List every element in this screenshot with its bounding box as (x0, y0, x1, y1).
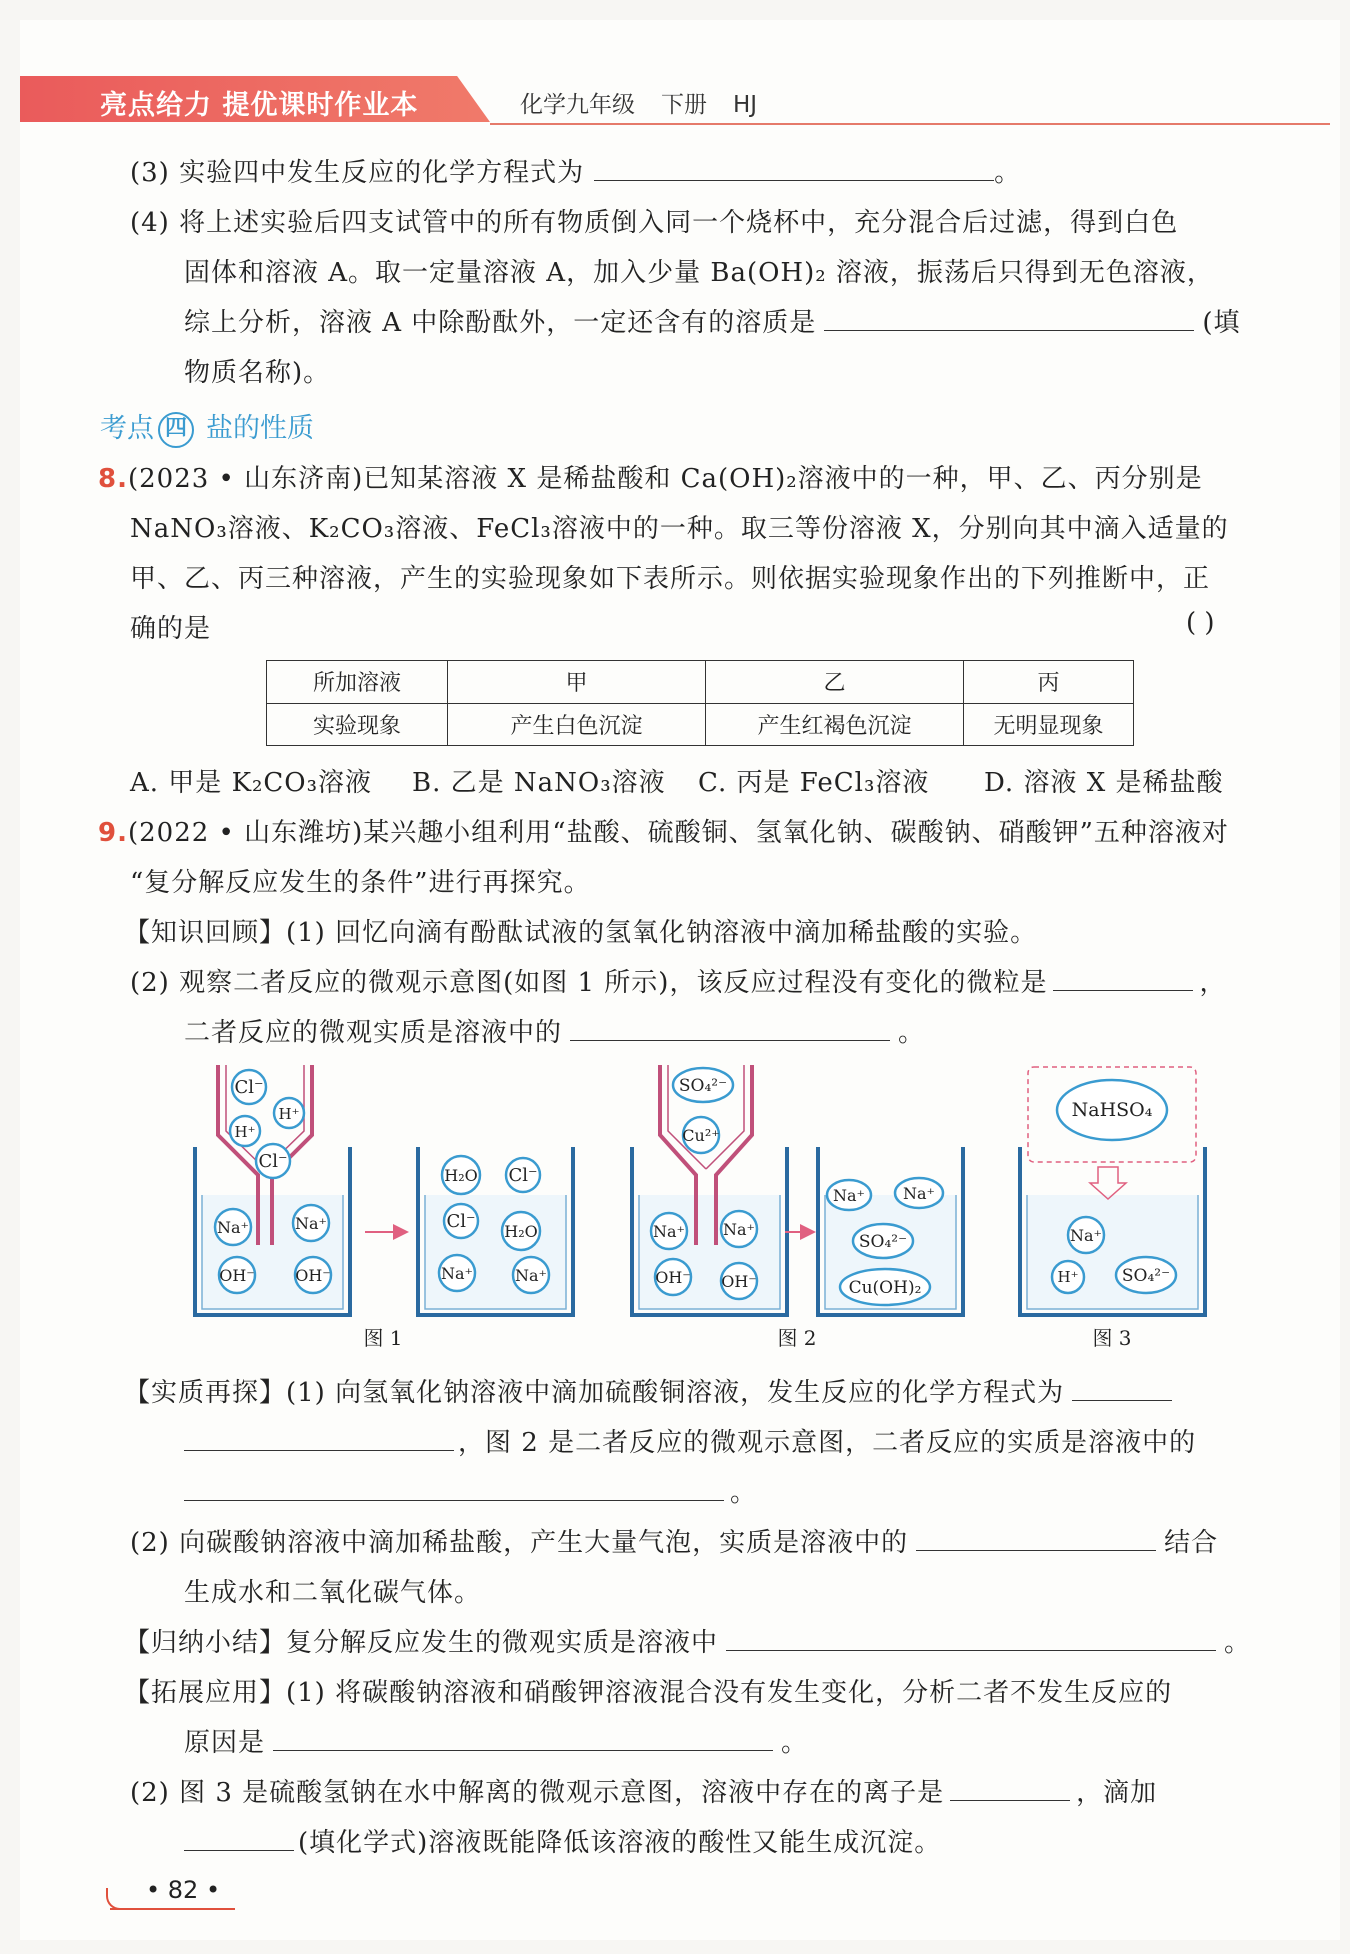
ion-label: H₂O (504, 1222, 538, 1241)
figures (0, 1055, 1350, 1355)
q9-review2a-end: ， (1199, 968, 1227, 998)
ion-label: Na⁺ (653, 1222, 685, 1241)
q7-p4-line3 (184, 302, 1240, 339)
answer-blank[interactable] (184, 1428, 454, 1451)
q7-p4-line3-end: (填 (1202, 308, 1241, 338)
q9-review2b-text: 二者反应的微观实质是溶液中的 (184, 1018, 563, 1048)
section-heading (100, 406, 314, 448)
q9-apply2a (130, 1772, 1157, 1809)
ion-label: Cu²⁺ (682, 1126, 720, 1145)
q7-p4-line4: 物质名称)。 (184, 358, 331, 388)
q7-p3-text: (3) 实验四中发生反应的化学方程式为 (130, 158, 585, 188)
answer-blank[interactable] (594, 158, 994, 181)
q9-apply1a: 【拓展应用】(1) 将碳酸钠溶液和硝酸钾溶液混合没有发生变化，分析二者不发生反应的 (124, 1678, 1173, 1708)
q9-review2a (130, 962, 1226, 999)
table-cell: 甲 (448, 661, 706, 704)
header-subject (520, 86, 783, 119)
answer-blank[interactable] (273, 1728, 773, 1751)
q9-apply2b-text: (填化学式)溶液既能降低该溶液的酸性又能生成沉淀。 (298, 1828, 942, 1858)
answer-blank[interactable] (1053, 968, 1193, 991)
observation-table (266, 660, 1134, 746)
ion-label: Na⁺ (723, 1220, 755, 1239)
q9-explore1a-text: 【实质再探】(1) 向氢氧化钠溶液中滴加硫酸铜溶液，发生反应的化学方程式为 (124, 1378, 1065, 1408)
q8-line1 (98, 458, 1203, 495)
answer-blank[interactable] (570, 1018, 890, 1041)
ion-label: Cu(OH)₂ (848, 1278, 922, 1298)
ion-label: OH⁻ (655, 1268, 691, 1287)
q9-explore1b (184, 1422, 1196, 1459)
q9-apply2a-text: (2) 图 3 是硫酸氢钠在水中解离的微观示意图，溶液中存在的离子是 (130, 1778, 945, 1808)
q9-apply1b-end: 。 (781, 1728, 809, 1758)
answer-blank[interactable] (916, 1528, 1156, 1551)
footer-rule (110, 1908, 235, 1910)
answer-blank[interactable] (824, 308, 1194, 331)
q9-review2a-text: (2) 观察二者反应的微观示意图(如图 1 所示)，该反应过程没有变化的微粒是 (130, 968, 1048, 998)
q8-line1-text: (2023 • 山东济南)已知某溶液 X 是稀盐酸和 Ca(OH)₂溶液中的一种，甲、乙、丙分别是 (127, 464, 1203, 494)
header-rule (490, 123, 1330, 125)
ion-label: Cl⁻ (234, 1077, 264, 1098)
ion-label: H⁺ (278, 1105, 300, 1123)
q9-apply1b-text: 原因是 (184, 1728, 266, 1758)
q9-explore2a-text: (2) 向碳酸钠溶液中滴加稀盐酸，产生大量气泡，实质是溶液中的 (130, 1528, 909, 1558)
q7-p4-line3-text: 综上分析，溶液 A 中除酚酞外，一定还含有的溶质是 (184, 308, 817, 338)
subject-grade: 化学九年级 (520, 92, 635, 118)
q8-option-a: A. 甲是 K₂CO₃溶液 (130, 768, 373, 798)
q8-number: 8. (98, 464, 128, 494)
answer-blank[interactable] (1072, 1378, 1172, 1401)
q8-line4: 确的是 (130, 614, 212, 644)
ion-label: H₂O (444, 1166, 478, 1185)
q9-explore1c (184, 1472, 757, 1509)
section-title: 盐的性质 (206, 413, 314, 444)
q9-review1: 【知识回顾】(1) 回忆向滴有酚酞试液的氢氧化钠溶液中滴加稀盐酸的实验。 (124, 918, 1038, 948)
q9-explore2a-end: 结合 (1164, 1528, 1219, 1558)
table-row (267, 703, 1134, 746)
table-cell: 丙 (964, 661, 1134, 704)
ion-label: Na⁺ (1070, 1226, 1102, 1245)
figure-caption: 图 3 (1092, 1326, 1132, 1350)
ion-label: Na⁺ (903, 1184, 935, 1203)
q9-line1 (98, 812, 1229, 849)
ion-label: H⁺ (1057, 1268, 1079, 1286)
header-brand: 亮点给力 提优课时作业本 (100, 90, 419, 121)
ion-label: Na⁺ (833, 1186, 865, 1205)
q8-option-c: C. 丙是 FeCl₃溶液 (698, 768, 930, 798)
q9-explore2b: 生成水和二氧化碳气体。 (184, 1578, 482, 1608)
q9-explore1a (124, 1372, 1172, 1409)
q7-p3-end: 。 (994, 158, 1022, 188)
q7-p4-line1: (4) 将上述实验后四支试管中的所有物质倒入同一个烧杯中，充分混合后过滤，得到白色 (130, 208, 1179, 238)
q9-line1-text: (2022 • 山东潍坊)某兴趣小组利用“盐酸、硫酸铜、氢氧化钠、碳酸钠、硝酸钾”五种溶液对 (127, 818, 1229, 848)
table-cell: 实验现象 (267, 703, 448, 746)
q9-apply2a-end: ，滴加 (1076, 1778, 1158, 1808)
q8-option-d: D. 溶液 X 是稀盐酸 (984, 768, 1224, 798)
answer-blank[interactable] (184, 1828, 294, 1851)
ion-label: Na⁺ (515, 1266, 547, 1285)
ion-label: Na⁺ (441, 1264, 473, 1283)
answer-blank[interactable] (726, 1628, 1216, 1651)
ion-label: Na⁺ (217, 1218, 249, 1237)
q9-summary-end: 。 (1224, 1628, 1252, 1658)
table-cell: 所加溶液 (267, 661, 448, 704)
ion-label: H⁺ (234, 1123, 256, 1141)
table-row (267, 661, 1134, 704)
q8-line3: 甲、乙、丙三种溶液，产生的实验现象如下表所示。则依据实验现象作出的下列推断中，正 (130, 564, 1211, 594)
section-badge: 四 (158, 412, 194, 448)
ion-label: Cl⁻ (258, 1151, 288, 1172)
subject-edition: HJ (733, 92, 758, 118)
table-cell: 无明显现象 (964, 703, 1134, 746)
q7-p3 (130, 152, 1021, 189)
ion-label: SO₄²⁻ (678, 1076, 728, 1096)
ion-label: SO₄²⁻ (1121, 1266, 1171, 1286)
ion-label: Cl⁻ (446, 1211, 476, 1232)
q9-line2: “复分解反应发生的条件”进行再探究。 (130, 868, 591, 898)
q8-line2: NaNO₃溶液、K₂CO₃溶液、FeCl₃溶液中的一种。取三等份溶液 X，分别向其中滴入适量的 (130, 514, 1229, 544)
q9-explore2a (130, 1522, 1218, 1559)
q9-number: 9. (98, 818, 128, 848)
ion-label: OH⁻ (721, 1272, 757, 1291)
ion-label: Na⁺ (295, 1214, 327, 1233)
ion-label: OH⁻ (219, 1266, 255, 1285)
q9-review2b-end: 。 (898, 1018, 926, 1048)
q7-p4-line2: 固体和溶液 A。取一定量溶液 A，加入少量 Ba(OH)₂ 溶液，振荡后只得到无色溶液， (184, 258, 1214, 288)
q8-option-b: B. 乙是 NaNO₃溶液 (412, 768, 666, 798)
subject-volume: 下册 (661, 92, 707, 118)
q9-explore1c-end: 。 (730, 1478, 758, 1508)
page-number: • 82 • (146, 1876, 221, 1904)
q9-summary-text: 【归纳小结】复分解反应发生的微观实质是溶液中 (124, 1628, 719, 1658)
figure-caption: 图 1 (363, 1326, 403, 1350)
q9-summary (124, 1622, 1251, 1659)
table-cell: 乙 (706, 661, 964, 704)
answer-bracket[interactable]: ( ) (1186, 608, 1215, 638)
table-cell: 产生白色沉淀 (448, 703, 706, 746)
ion-label: SO₄²⁻ (858, 1232, 908, 1252)
q9-apply2b (184, 1822, 941, 1859)
ion-label: NaHSO₄ (1071, 1099, 1153, 1121)
ion-label: Cl⁻ (508, 1165, 538, 1186)
figure-caption: 图 2 (777, 1326, 817, 1350)
q9-explore1b-text: ，图 2 是二者反应的微观示意图，二者反应的实质是溶液中的 (458, 1428, 1197, 1458)
table-cell: 产生红褐色沉淀 (706, 703, 964, 746)
ion-label: OH⁻ (295, 1266, 331, 1285)
answer-blank[interactable] (950, 1778, 1070, 1801)
answer-blank[interactable] (184, 1478, 724, 1501)
footer-ornament (106, 1888, 136, 1910)
section-prefix: 考点 (100, 413, 154, 444)
q9-review2b (184, 1012, 925, 1049)
q9-apply1b (184, 1722, 808, 1759)
